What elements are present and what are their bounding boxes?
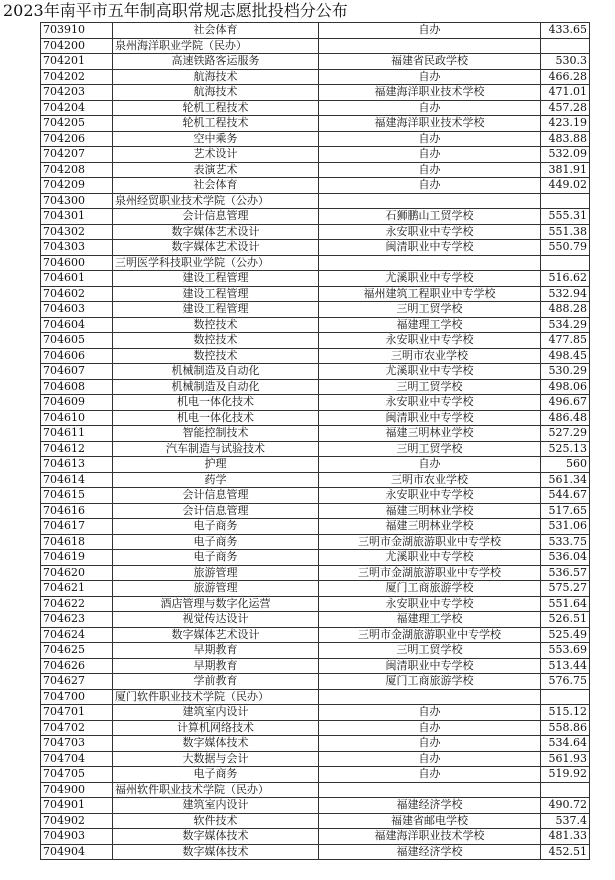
score-cell: 525.49 bbox=[541, 627, 590, 643]
table-row bbox=[41, 519, 590, 535]
program-code-cell: 704208 bbox=[41, 162, 113, 178]
school-cell: 永安职业中专学校 bbox=[319, 224, 541, 240]
table-body bbox=[41, 23, 590, 860]
school-cell bbox=[319, 689, 541, 705]
major-cell: 会计信息管理 bbox=[113, 209, 319, 225]
program-code-cell: 704303 bbox=[41, 240, 113, 256]
program-code-cell: 704627 bbox=[41, 674, 113, 690]
major-cell: 数字媒体技术 bbox=[113, 736, 319, 752]
score-cell: 519.92 bbox=[541, 767, 590, 783]
table-row bbox=[41, 550, 590, 566]
school-cell: 福建三明林业学校 bbox=[319, 519, 541, 535]
score-cell: 516.62 bbox=[541, 271, 590, 287]
program-code-cell: 703910 bbox=[41, 23, 113, 39]
table-row bbox=[41, 581, 590, 597]
school-cell: 自办 bbox=[319, 131, 541, 147]
school-cell: 三明市农业学校 bbox=[319, 472, 541, 488]
score-cell: 561.93 bbox=[541, 751, 590, 767]
major-cell: 机械制造及自动化 bbox=[113, 364, 319, 380]
score-cell: 576.75 bbox=[541, 674, 590, 690]
school-cell: 永安职业中专学校 bbox=[319, 395, 541, 411]
table-row bbox=[41, 705, 590, 721]
major-cell: 视觉传达设计 bbox=[113, 612, 319, 628]
table-row bbox=[41, 116, 590, 132]
score-cell: 530.3 bbox=[541, 54, 590, 70]
table-row bbox=[41, 441, 590, 457]
program-code-cell: 704302 bbox=[41, 224, 113, 240]
table-row bbox=[41, 54, 590, 70]
school-cell bbox=[319, 255, 541, 271]
score-cell: 433.65 bbox=[541, 23, 590, 39]
school-cell: 自办 bbox=[319, 147, 541, 163]
table-row bbox=[41, 302, 590, 318]
major-cell: 机械制造及自动化 bbox=[113, 379, 319, 395]
school-cell: 自办 bbox=[319, 69, 541, 85]
score-cell: 575.27 bbox=[541, 581, 590, 597]
major-cell: 学前教育 bbox=[113, 674, 319, 690]
table-row bbox=[41, 813, 590, 829]
school-cell: 闽清职业中专学校 bbox=[319, 240, 541, 256]
major-cell: 机电一体化技术 bbox=[113, 410, 319, 426]
school-cell: 自办 bbox=[319, 751, 541, 767]
school-cell: 福州建筑工程职业中专学校 bbox=[319, 286, 541, 302]
school-cell: 福建三明林业学校 bbox=[319, 503, 541, 519]
table-row bbox=[41, 69, 590, 85]
school-cell: 福建海洋职业技术学校 bbox=[319, 116, 541, 132]
major-cell: 社会体育 bbox=[113, 178, 319, 194]
program-code-cell: 704702 bbox=[41, 720, 113, 736]
program-code-cell: 704903 bbox=[41, 829, 113, 845]
table-row bbox=[41, 736, 590, 752]
table-row bbox=[41, 271, 590, 287]
table-row bbox=[41, 488, 590, 504]
table-row bbox=[41, 240, 590, 256]
table-row bbox=[41, 147, 590, 163]
program-code-cell: 704613 bbox=[41, 457, 113, 473]
score-cell: 457.28 bbox=[541, 100, 590, 116]
program-code-cell: 704700 bbox=[41, 689, 113, 705]
score-cell: 551.38 bbox=[541, 224, 590, 240]
table-row bbox=[41, 131, 590, 147]
program-code-cell: 704206 bbox=[41, 131, 113, 147]
table-row bbox=[41, 643, 590, 659]
table-row bbox=[41, 410, 590, 426]
program-code-cell: 704619 bbox=[41, 550, 113, 566]
table-row bbox=[41, 209, 590, 225]
school-cell: 自办 bbox=[319, 162, 541, 178]
school-cell: 三明市农业学校 bbox=[319, 348, 541, 364]
major-cell: 汽车制造与试验技术 bbox=[113, 441, 319, 457]
score-cell: 496.67 bbox=[541, 395, 590, 411]
institution-row bbox=[41, 782, 590, 798]
program-code-cell: 704602 bbox=[41, 286, 113, 302]
major-cell: 艺术设计 bbox=[113, 147, 319, 163]
score-cell: 532.94 bbox=[541, 286, 590, 302]
school-cell: 自办 bbox=[319, 178, 541, 194]
score-cell: 537.4 bbox=[541, 813, 590, 829]
table-row bbox=[41, 100, 590, 116]
score-cell: 515.12 bbox=[541, 705, 590, 721]
program-code-cell: 704620 bbox=[41, 565, 113, 581]
score-cell: 530.29 bbox=[541, 364, 590, 380]
major-cell: 社会体育 bbox=[113, 23, 319, 39]
program-code-cell: 704900 bbox=[41, 782, 113, 798]
program-code-cell: 704606 bbox=[41, 348, 113, 364]
admission-score-table bbox=[40, 22, 590, 860]
program-code-cell: 704202 bbox=[41, 69, 113, 85]
school-cell: 尤溪职业中专学校 bbox=[319, 271, 541, 287]
major-cell: 数字媒体艺术设计 bbox=[113, 627, 319, 643]
major-cell: 数字媒体技术 bbox=[113, 844, 319, 860]
major-cell: 数字媒体艺术设计 bbox=[113, 224, 319, 240]
score-cell: 466.28 bbox=[541, 69, 590, 85]
program-code-cell: 704604 bbox=[41, 317, 113, 333]
school-cell: 福建海洋职业技术学校 bbox=[319, 829, 541, 845]
score-cell: 498.45 bbox=[541, 348, 590, 364]
major-cell: 数字媒体艺术设计 bbox=[113, 240, 319, 256]
program-code-cell: 704201 bbox=[41, 54, 113, 70]
table-row bbox=[41, 379, 590, 395]
school-cell bbox=[319, 782, 541, 798]
score-cell: 449.02 bbox=[541, 178, 590, 194]
table-row bbox=[41, 844, 590, 860]
table-row bbox=[41, 596, 590, 612]
score-cell: 534.29 bbox=[541, 317, 590, 333]
school-cell: 三明市金湖旅游职业中专学校 bbox=[319, 534, 541, 550]
school-cell: 闽清职业中专学校 bbox=[319, 410, 541, 426]
table-row bbox=[41, 720, 590, 736]
major-cell: 会计信息管理 bbox=[113, 503, 319, 519]
table-row bbox=[41, 426, 590, 442]
major-cell: 旅游管理 bbox=[113, 581, 319, 597]
major-cell: 软件技术 bbox=[113, 813, 319, 829]
school-cell: 自办 bbox=[319, 767, 541, 783]
score-cell: 555.31 bbox=[541, 209, 590, 225]
school-cell: 石狮鹏山工贸学校 bbox=[319, 209, 541, 225]
table-row bbox=[41, 333, 590, 349]
score-cell bbox=[541, 255, 590, 271]
major-cell: 建筑室内设计 bbox=[113, 705, 319, 721]
major-cell: 轮机工程技术 bbox=[113, 116, 319, 132]
major-cell: 会计信息管理 bbox=[113, 488, 319, 504]
major-cell: 药学 bbox=[113, 472, 319, 488]
major-cell: 航海技术 bbox=[113, 85, 319, 101]
score-cell: 471.01 bbox=[541, 85, 590, 101]
page-title: 2023年南平市五年制高职常规志愿批投档分公布 bbox=[3, 1, 348, 20]
institution-name-cell: 福州软件职业技术学院（民办） bbox=[113, 782, 319, 798]
table-row bbox=[41, 348, 590, 364]
school-cell: 三明工贸学校 bbox=[319, 643, 541, 659]
score-cell: 536.57 bbox=[541, 565, 590, 581]
table-row bbox=[41, 534, 590, 550]
program-code-cell: 704901 bbox=[41, 798, 113, 814]
major-cell: 电子商务 bbox=[113, 550, 319, 566]
program-code-cell: 704701 bbox=[41, 705, 113, 721]
major-cell: 电子商务 bbox=[113, 519, 319, 535]
school-cell: 福建经济学校 bbox=[319, 798, 541, 814]
program-code-cell: 704612 bbox=[41, 441, 113, 457]
school-cell: 福建理工学校 bbox=[319, 317, 541, 333]
major-cell: 数控技术 bbox=[113, 333, 319, 349]
table-row bbox=[41, 364, 590, 380]
school-cell: 福建理工学校 bbox=[319, 612, 541, 628]
school-cell: 三明工贸学校 bbox=[319, 441, 541, 457]
program-code-cell: 704623 bbox=[41, 612, 113, 628]
program-code-cell: 704704 bbox=[41, 751, 113, 767]
school-cell: 自办 bbox=[319, 23, 541, 39]
school-cell: 自办 bbox=[319, 736, 541, 752]
table-row bbox=[41, 224, 590, 240]
score-cell: 490.72 bbox=[541, 798, 590, 814]
program-code-cell: 704204 bbox=[41, 100, 113, 116]
table-row bbox=[41, 162, 590, 178]
school-cell: 自办 bbox=[319, 457, 541, 473]
major-cell: 早期教育 bbox=[113, 643, 319, 659]
score-cell: 560 bbox=[541, 457, 590, 473]
program-code-cell: 704621 bbox=[41, 581, 113, 597]
school-cell: 自办 bbox=[319, 720, 541, 736]
program-code-cell: 704616 bbox=[41, 503, 113, 519]
school-cell: 永安职业中专学校 bbox=[319, 333, 541, 349]
score-cell: 452.51 bbox=[541, 844, 590, 860]
school-cell bbox=[319, 193, 541, 209]
score-cell: 483.88 bbox=[541, 131, 590, 147]
institution-name-cell: 三明医学科技职业学院（公办） bbox=[113, 255, 319, 271]
major-cell: 建设工程管理 bbox=[113, 286, 319, 302]
major-cell: 建设工程管理 bbox=[113, 302, 319, 318]
score-cell: 536.04 bbox=[541, 550, 590, 566]
school-cell: 永安职业中专学校 bbox=[319, 596, 541, 612]
school-cell bbox=[319, 38, 541, 54]
school-cell: 三明工贸学校 bbox=[319, 302, 541, 318]
program-code-cell: 704301 bbox=[41, 209, 113, 225]
table-row bbox=[41, 395, 590, 411]
score-cell: 477.85 bbox=[541, 333, 590, 349]
program-code-cell: 704615 bbox=[41, 488, 113, 504]
score-cell bbox=[541, 782, 590, 798]
score-cell: 558.86 bbox=[541, 720, 590, 736]
school-cell: 福建省邮电学校 bbox=[319, 813, 541, 829]
score-cell: 527.29 bbox=[541, 426, 590, 442]
table-row bbox=[41, 627, 590, 643]
table-row bbox=[41, 767, 590, 783]
score-cell: 534.64 bbox=[541, 736, 590, 752]
institution-row bbox=[41, 689, 590, 705]
institution-name-cell: 泉州经贸职业技术学院（公办） bbox=[113, 193, 319, 209]
program-code-cell: 704601 bbox=[41, 271, 113, 287]
major-cell: 电子商务 bbox=[113, 534, 319, 550]
program-code-cell: 704625 bbox=[41, 643, 113, 659]
major-cell: 智能控制技术 bbox=[113, 426, 319, 442]
program-code-cell: 704205 bbox=[41, 116, 113, 132]
score-cell bbox=[541, 38, 590, 54]
score-cell: 544.67 bbox=[541, 488, 590, 504]
score-cell: 526.51 bbox=[541, 612, 590, 628]
program-code-cell: 704200 bbox=[41, 38, 113, 54]
table-row bbox=[41, 503, 590, 519]
major-cell: 旅游管理 bbox=[113, 565, 319, 581]
table-row bbox=[41, 178, 590, 194]
major-cell: 计算机网络技术 bbox=[113, 720, 319, 736]
institution-row bbox=[41, 255, 590, 271]
table-row bbox=[41, 751, 590, 767]
major-cell: 空中乘务 bbox=[113, 131, 319, 147]
program-code-cell: 704622 bbox=[41, 596, 113, 612]
score-cell: 525.13 bbox=[541, 441, 590, 457]
school-cell: 三明市金湖旅游职业中专学校 bbox=[319, 627, 541, 643]
program-code-cell: 704611 bbox=[41, 426, 113, 442]
table-row bbox=[41, 317, 590, 333]
score-cell bbox=[541, 193, 590, 209]
score-cell: 517.65 bbox=[541, 503, 590, 519]
program-code-cell: 704603 bbox=[41, 302, 113, 318]
school-cell: 闽清职业中专学校 bbox=[319, 658, 541, 674]
school-cell: 三明市金湖旅游职业中专学校 bbox=[319, 565, 541, 581]
institution-name-cell: 泉州海洋职业学院（民办） bbox=[113, 38, 319, 54]
school-cell: 永安职业中专学校 bbox=[319, 488, 541, 504]
program-code-cell: 704207 bbox=[41, 147, 113, 163]
major-cell: 高速铁路客运服务 bbox=[113, 54, 319, 70]
program-code-cell: 704600 bbox=[41, 255, 113, 271]
table-row bbox=[41, 565, 590, 581]
school-cell: 三明工贸学校 bbox=[319, 379, 541, 395]
score-cell: 551.64 bbox=[541, 596, 590, 612]
school-cell: 厦门工商旅游学校 bbox=[319, 674, 541, 690]
major-cell: 数控技术 bbox=[113, 348, 319, 364]
school-cell: 福建海洋职业技术学校 bbox=[319, 85, 541, 101]
score-cell: 531.06 bbox=[541, 519, 590, 535]
school-cell: 福建经济学校 bbox=[319, 844, 541, 860]
school-cell: 自办 bbox=[319, 705, 541, 721]
program-code-cell: 704902 bbox=[41, 813, 113, 829]
major-cell: 早期教育 bbox=[113, 658, 319, 674]
program-code-cell: 704608 bbox=[41, 379, 113, 395]
school-cell: 尤溪职业中专学校 bbox=[319, 364, 541, 380]
table-row bbox=[41, 286, 590, 302]
score-cell bbox=[541, 689, 590, 705]
school-cell: 福建三明林业学校 bbox=[319, 426, 541, 442]
table-row bbox=[41, 85, 590, 101]
table-row bbox=[41, 612, 590, 628]
school-cell: 自办 bbox=[319, 100, 541, 116]
program-code-cell: 704617 bbox=[41, 519, 113, 535]
score-cell: 381.91 bbox=[541, 162, 590, 178]
program-code-cell: 704703 bbox=[41, 736, 113, 752]
institution-row bbox=[41, 193, 590, 209]
score-cell: 488.28 bbox=[541, 302, 590, 318]
table-row bbox=[41, 829, 590, 845]
score-cell: 486.48 bbox=[541, 410, 590, 426]
school-cell: 厦门工商旅游学校 bbox=[319, 581, 541, 597]
table-row bbox=[41, 457, 590, 473]
score-cell: 498.06 bbox=[541, 379, 590, 395]
score-cell: 533.75 bbox=[541, 534, 590, 550]
score-cell: 513.44 bbox=[541, 658, 590, 674]
major-cell: 建筑室内设计 bbox=[113, 798, 319, 814]
program-code-cell: 704209 bbox=[41, 178, 113, 194]
program-code-cell: 704624 bbox=[41, 627, 113, 643]
score-cell: 553.69 bbox=[541, 643, 590, 659]
program-code-cell: 704300 bbox=[41, 193, 113, 209]
program-code-cell: 704626 bbox=[41, 658, 113, 674]
major-cell: 酒店管理与数字化运营 bbox=[113, 596, 319, 612]
score-cell: 550.79 bbox=[541, 240, 590, 256]
table-row bbox=[41, 23, 590, 39]
score-cell: 532.09 bbox=[541, 147, 590, 163]
school-cell: 尤溪职业中专学校 bbox=[319, 550, 541, 566]
institution-name-cell: 厦门软件职业技术学院（民办） bbox=[113, 689, 319, 705]
program-code-cell: 704609 bbox=[41, 395, 113, 411]
major-cell: 数字媒体技术 bbox=[113, 829, 319, 845]
major-cell: 表演艺术 bbox=[113, 162, 319, 178]
program-code-cell: 704904 bbox=[41, 844, 113, 860]
program-code-cell: 704607 bbox=[41, 364, 113, 380]
program-code-cell: 704705 bbox=[41, 767, 113, 783]
table-row bbox=[41, 472, 590, 488]
major-cell: 建设工程管理 bbox=[113, 271, 319, 287]
score-cell: 423.19 bbox=[541, 116, 590, 132]
table-row bbox=[41, 798, 590, 814]
school-cell: 福建省民政学校 bbox=[319, 54, 541, 70]
score-cell: 561.34 bbox=[541, 472, 590, 488]
table-row bbox=[41, 674, 590, 690]
major-cell: 电子商务 bbox=[113, 767, 319, 783]
program-code-cell: 704605 bbox=[41, 333, 113, 349]
program-code-cell: 704614 bbox=[41, 472, 113, 488]
program-code-cell: 704618 bbox=[41, 534, 113, 550]
program-code-cell: 704203 bbox=[41, 85, 113, 101]
major-cell: 机电一体化技术 bbox=[113, 395, 319, 411]
major-cell: 大数据与会计 bbox=[113, 751, 319, 767]
major-cell: 数控技术 bbox=[113, 317, 319, 333]
major-cell: 护理 bbox=[113, 457, 319, 473]
major-cell: 轮机工程技术 bbox=[113, 100, 319, 116]
program-code-cell: 704610 bbox=[41, 410, 113, 426]
major-cell: 航海技术 bbox=[113, 69, 319, 85]
institution-row bbox=[41, 38, 590, 54]
score-cell: 481.33 bbox=[541, 829, 590, 845]
table-row bbox=[41, 658, 590, 674]
